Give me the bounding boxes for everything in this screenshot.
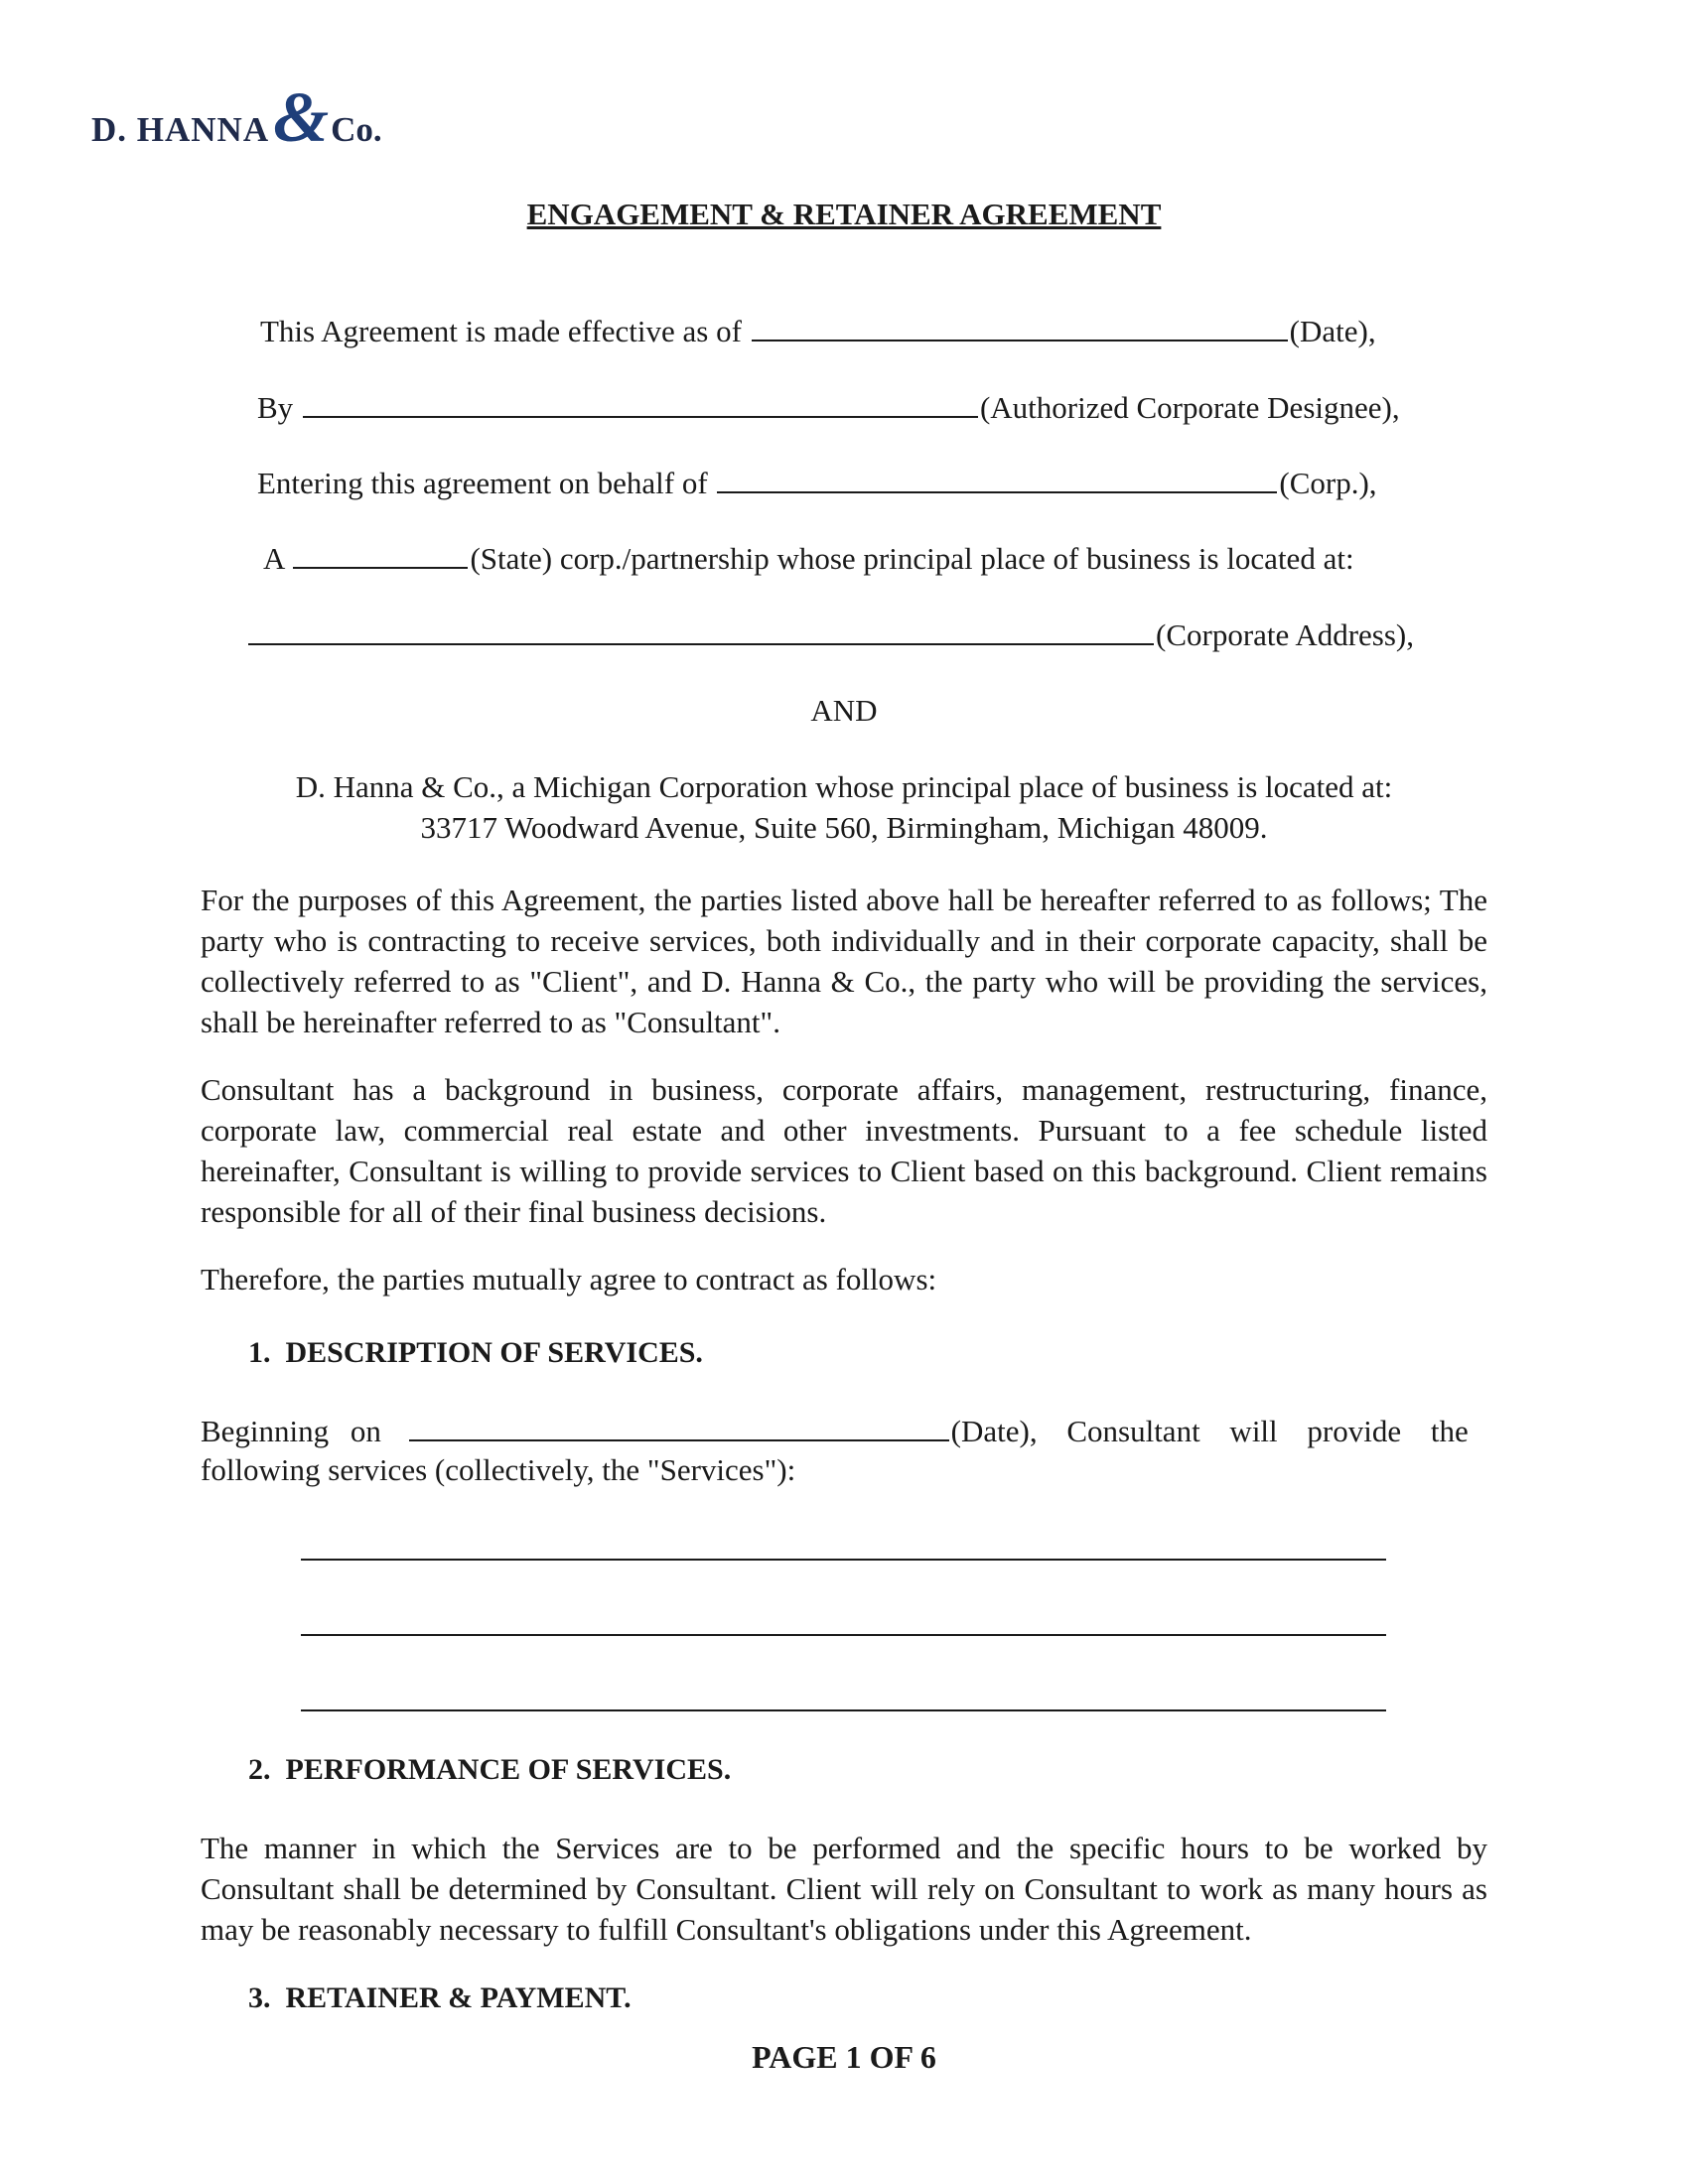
designee-label: By bbox=[257, 390, 294, 425]
corporation-suffix: (Corp.), bbox=[1279, 466, 1377, 500]
state-blank[interactable] bbox=[293, 539, 468, 569]
designee-line bbox=[257, 388, 1400, 426]
corporation-label: Entering this agreement on behalf of bbox=[257, 466, 708, 500]
state-suffix: (State) corp./partnership whose principal place of business is located at: bbox=[470, 541, 1354, 576]
effective-date-blank[interactable] bbox=[752, 312, 1288, 341]
purposes-paragraph: For the purposes of this Agreement, the parties listed above hall be hereafter referred to as follows; The party who is contracting to receive services, both individually and in their corporate capacity, shall be collectively referred to as "Client", and D. Hanna & Co., the party who will be providing the services, shall be hereinafter referred to as "Consultant". bbox=[201, 883, 1487, 1039]
address-line bbox=[248, 615, 1414, 653]
effective-date-label: This Agreement is made effective as of bbox=[260, 314, 742, 348]
service-blank-2[interactable] bbox=[301, 1634, 1386, 1636]
performance-paragraph: The manner in which the Services are to be performed and the specific hours to be worked by Consultant shall be determined by Consultant. Client will rely on Consultant to work as many hours as may be reasonably necessary to fulfill Consultant's obligations under this Agreement. bbox=[201, 1831, 1487, 1947]
consultant-address-line-1: D. Hanna & Co., a Michigan Corporation whose principal place of business is located at: bbox=[295, 769, 1393, 804]
corporation-line bbox=[257, 464, 1377, 501]
logo-name: D. HANNA bbox=[91, 110, 270, 149]
and-label: AND bbox=[810, 693, 878, 728]
logo-co: Co. bbox=[331, 110, 382, 149]
service-blank-3[interactable] bbox=[301, 1709, 1386, 1711]
consultant-address-line-2: 33717 Woodward Avenue, Suite 560, Birmingham, Michigan 48009. bbox=[420, 810, 1268, 845]
page-number: PAGE 1 OF 6 bbox=[752, 2039, 936, 2075]
designee-blank[interactable] bbox=[303, 388, 978, 418]
section-1-heading: 1. DESCRIPTION OF SERVICES. bbox=[248, 1336, 703, 1369]
designee-suffix: (Authorized Corporate Designee), bbox=[979, 390, 1400, 425]
corporation-blank[interactable] bbox=[717, 464, 1277, 493]
effective-date-line bbox=[260, 312, 1376, 349]
state-line bbox=[263, 539, 1354, 577]
services-begin-suffix: (Date), Consultant will provide the bbox=[950, 1414, 1469, 1448]
address-blank[interactable] bbox=[248, 615, 1154, 645]
section-2-heading: 2. PERFORMANCE OF SERVICES. bbox=[248, 1753, 732, 1786]
logo-ampersand: & bbox=[273, 77, 330, 157]
company-logo bbox=[91, 77, 382, 157]
service-blank-1[interactable] bbox=[301, 1559, 1386, 1561]
background-paragraph: Consultant has a background in business, corporate affairs, management, restructuring, finance, corporate law, commercial real estate and other investments. Pursuant to a fee schedule listed hereinafter, Consultant is willing to provide services to Client based on this background. Client remains responsible for all of their final business decisions. bbox=[201, 1072, 1487, 1229]
section-3-heading: 3. RETAINER & PAYMENT. bbox=[248, 1981, 632, 2014]
document-title: ENGAGEMENT & RETAINER AGREEMENT bbox=[526, 197, 1162, 231]
state-label: A bbox=[263, 541, 284, 576]
services-start-date-blank[interactable] bbox=[409, 1412, 949, 1441]
effective-date-suffix: (Date), bbox=[1289, 314, 1376, 348]
services-begin-label: Beginning on bbox=[201, 1414, 381, 1448]
services-begin-line-2: following services (collectively, the "Services"): bbox=[201, 1452, 796, 1487]
therefore-paragraph: Therefore, the parties mutually agree to contract as follows: bbox=[201, 1262, 937, 1297]
services-begin-line bbox=[201, 1412, 1487, 1449]
address-suffix: (Corporate Address), bbox=[1156, 617, 1414, 652]
